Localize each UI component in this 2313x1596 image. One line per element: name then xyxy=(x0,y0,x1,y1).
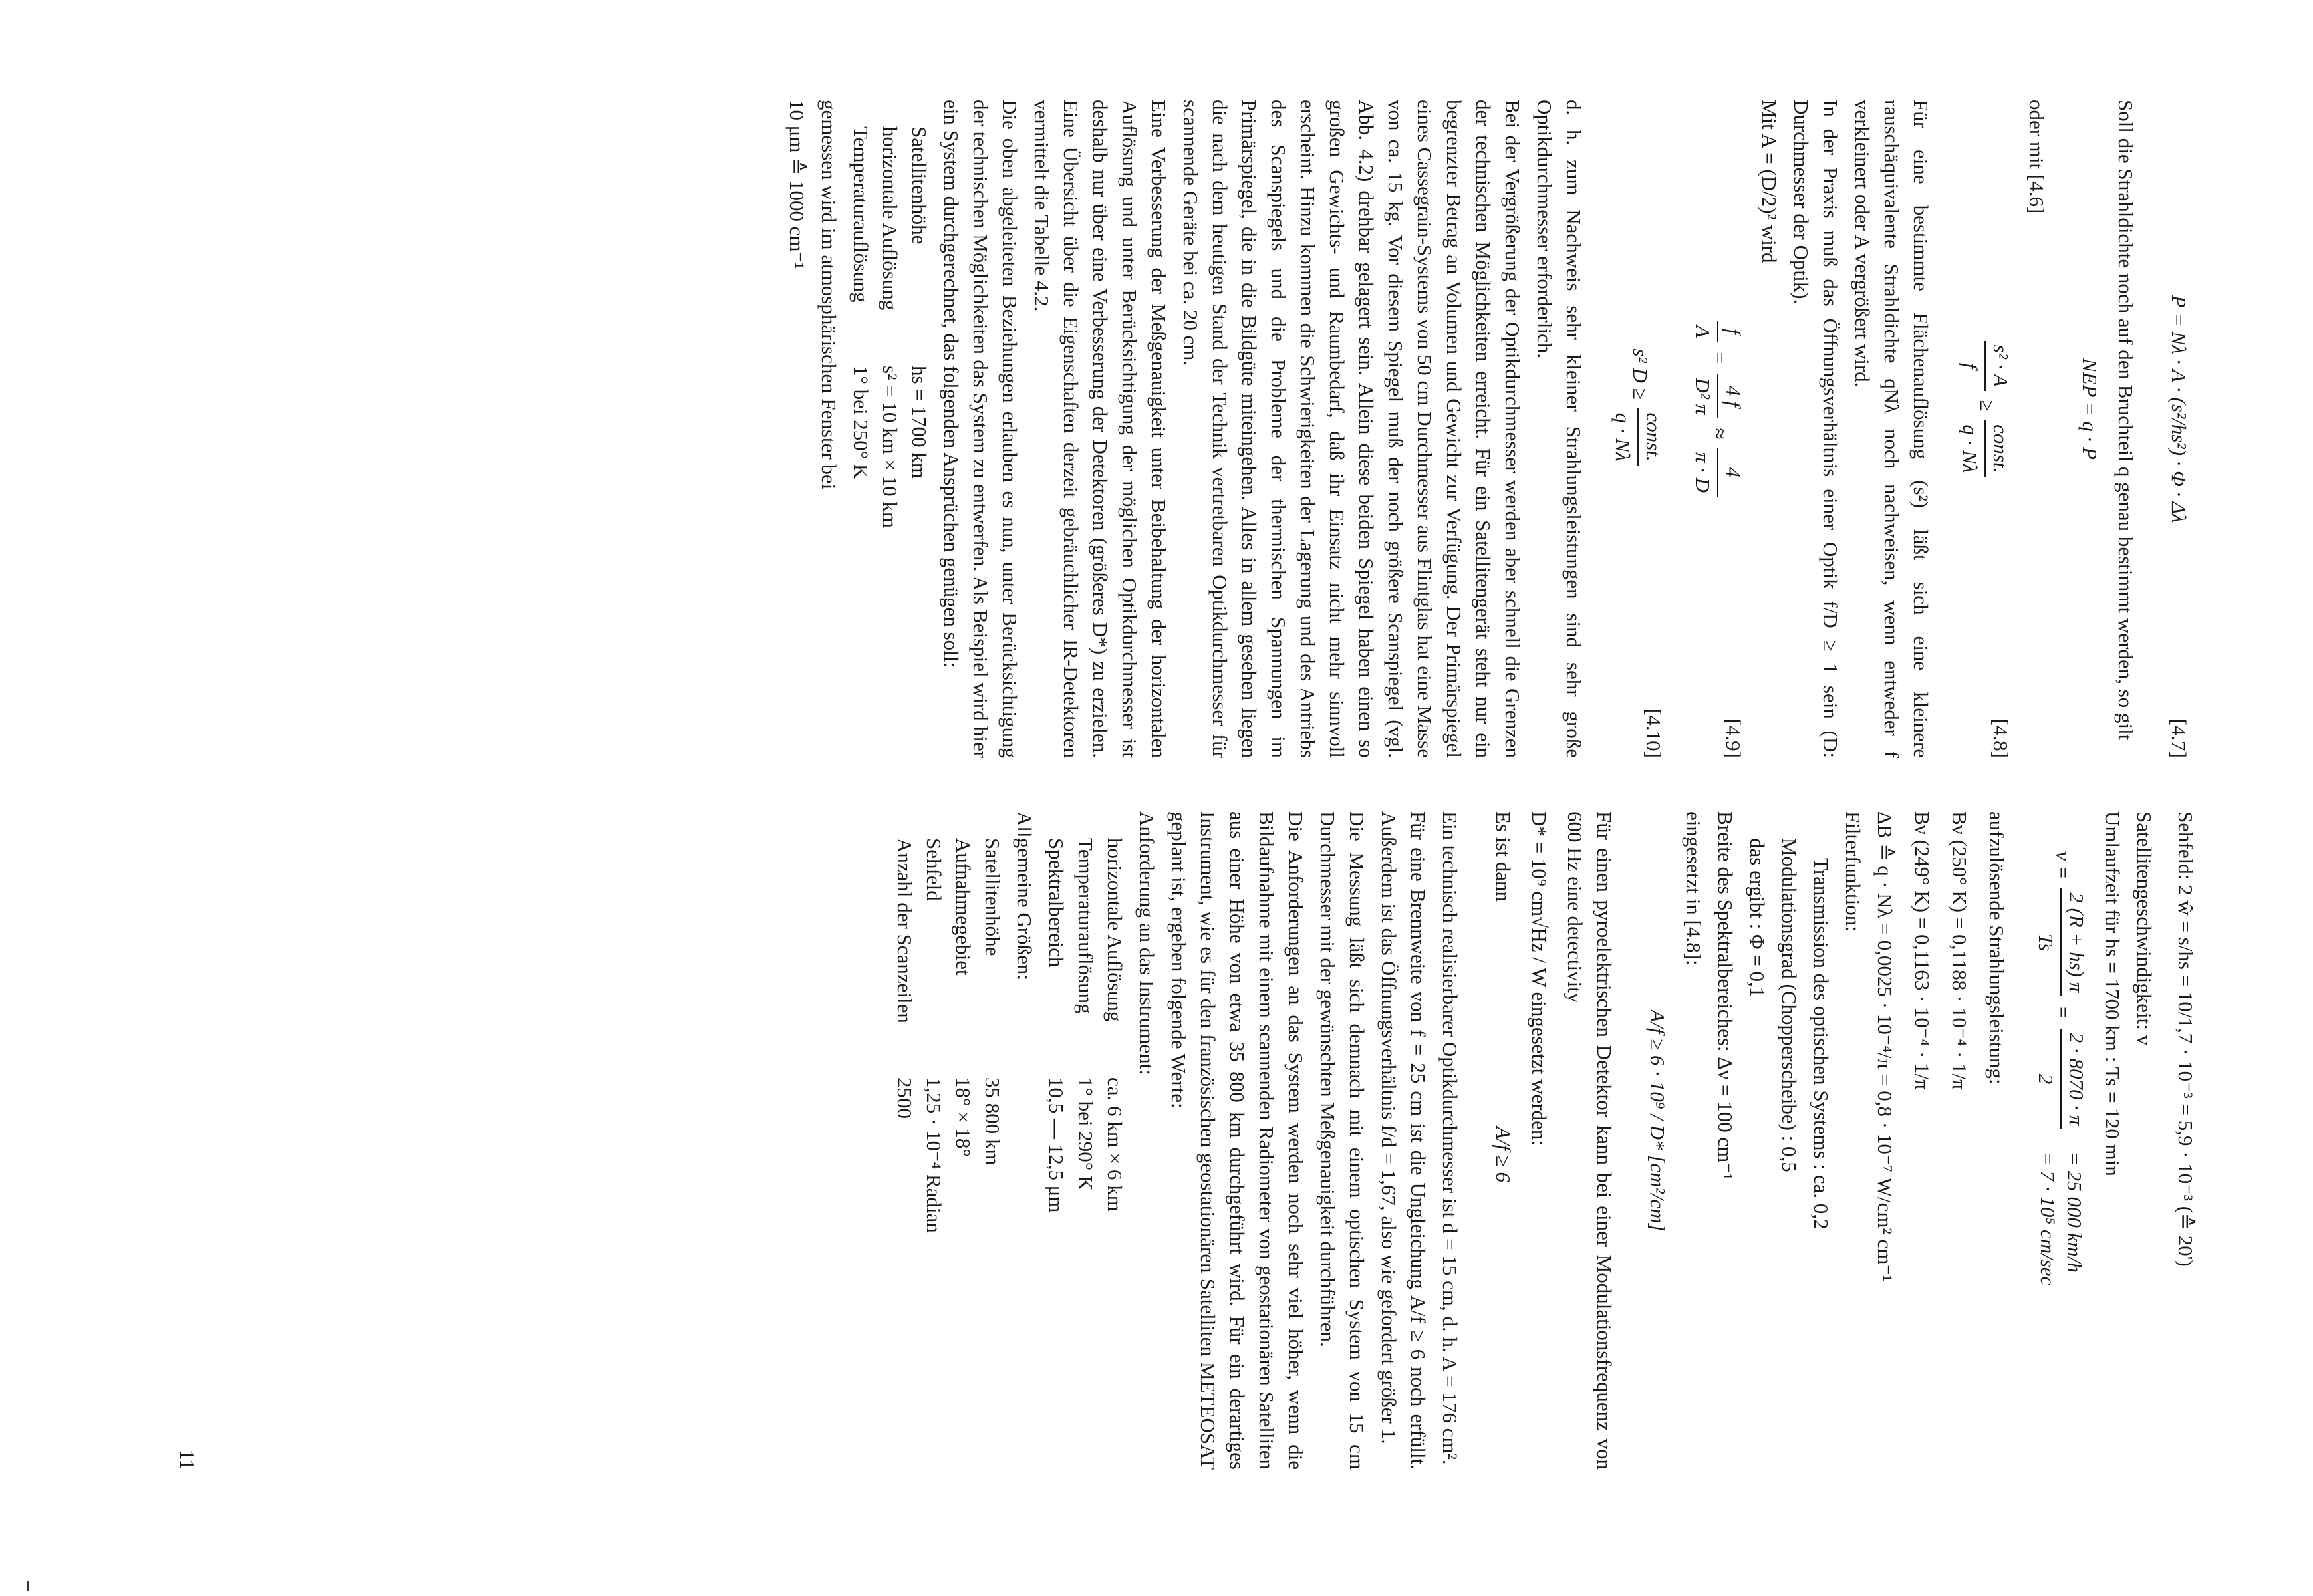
equation-nep xyxy=(2058,100,2104,758)
spec-table xyxy=(846,126,934,758)
equation-number: [4.7] xyxy=(2167,718,2191,758)
paragraph: Für eine bestimmte Flächenauflösung (s²) läßt sich eine kleinere rauschäquivalente Strahldichte qNλ noch nachweisen, wenn entweder f verkleinert oder A vergrößert wird. xyxy=(1851,100,1933,758)
equation-line: D* = 10⁹ cm√Hz / W eingesetzt werden: xyxy=(1528,811,1551,1146)
spec-value: 1,25 · 10⁻⁴ Radian xyxy=(922,1077,946,1233)
denominator: 2 xyxy=(2034,1073,2058,1085)
equation-4-7 xyxy=(2147,100,2193,758)
right-column xyxy=(887,811,2200,1470)
fraction xyxy=(1955,420,2015,477)
spec-row xyxy=(846,126,875,758)
equation-text: NEP = q · P xyxy=(2078,358,2102,460)
paragraph: Die oben abgeleiteten Beziehungen erlauben es nun, unter Berücksichtigung der technischen Möglichkeiten das System zu entwerfen. Als Beispiel wird hier ein System durchgerechnet, das folgenden Ansprüchen genügen soll: xyxy=(940,100,1021,758)
list-item: Modulationsgrad (Chopperscheibe) : 0,5 xyxy=(1778,838,1801,1172)
spec-value: 18° × 18° xyxy=(952,1077,975,1157)
left-column xyxy=(779,100,2200,758)
denominator: Ts xyxy=(2034,934,2058,952)
spec-key: Temperaturauflösung xyxy=(849,126,873,303)
result: = 25 000 km/h xyxy=(2063,1152,2086,1273)
fraction xyxy=(2031,1029,2091,1130)
paragraph: Mit A = (D/2)² wird xyxy=(1758,100,1781,263)
paragraph: Allgemeine Größen: xyxy=(1013,811,1036,980)
numerator: 4 f xyxy=(1717,374,1748,418)
equation-body: v = 2 (R + hs) π Ts = 2 · 8070 · π 2 = 25 000 km/h = 7 · 10⁵ cm/sec xyxy=(2031,851,2091,1430)
spec-key: Satellitenhöhe xyxy=(981,838,1004,956)
equation-number: [4.10] xyxy=(1642,708,1665,758)
paragraph: aufzulösende Strahlungsleistung: xyxy=(1985,811,2008,1085)
numerator: const. xyxy=(1984,420,2015,477)
spec-row xyxy=(1041,838,1071,1470)
spec-key: Aufnahmegebiet xyxy=(952,838,975,976)
spec-value: s² = 10 km × 10 km xyxy=(879,366,902,529)
sehfeld-line: Sehfeld: 2 ŵ = s/hs = 10/1,7 · 10⁻³ = 5,9 · 10⁻³ (≙ 20') xyxy=(2174,811,2197,1267)
spec-key: Sehfeld xyxy=(922,838,946,901)
paragraph: Filterfunktion: xyxy=(1841,811,1865,932)
spec-row xyxy=(978,838,1007,1470)
denominator: f xyxy=(1959,362,1982,369)
spec-key: Anzahl der Scanzeilen xyxy=(893,838,916,1023)
numerator: 2 (R + hs) π xyxy=(2060,888,2091,996)
spec-key: horizontale Auflösung xyxy=(1103,838,1127,1022)
paragraph: Bei der Vergrößerung der Optikdurchmesser werden aber schnell die Grenzen der technischen Möglichkeiten erreicht. Für ein Satellitengerät steht nur ein begrenzter Betrag an Volumen und Gewicht zur Verfügung. Der Primärspiegel eines Cassegrain-Systems von 50 cm Durchmesser aus Flintglas hat eine Masse von ca. 15 kg. Vor diesem Spiegel muß der noch größere Scanspiegel (vgl. Abb. 4.2) drehbar gelagert sein. Allein diese beiden Spiegel haben einen so großen Gewichts- und Raumbedarf, daß ihr Einsatz nicht mehr sinnvoll erscheint. Hinzu kommen die Schwierigkeiten der Lagerung und des Antriebs des Scanspiegels und die Probleme der thermischen Spannungen im Primärspiegel, die in die Bildgüte miteingehen. Alles in allem gesehen liegen die nach dem heutigen Stand der Technik vertretbaren Optikdurchmesser für scannende Geräte bei ca. 20 cm. xyxy=(1179,100,1524,758)
spec-value: 1° bei 290° K xyxy=(1074,1077,1097,1191)
spec-key: Temperaturauflösung xyxy=(1074,838,1097,1014)
fraction xyxy=(1688,374,1748,418)
equation-4-10 xyxy=(1595,100,1668,758)
paragraph: 10 μm ≙ 1000 cm⁻¹ xyxy=(785,100,809,269)
spec-row xyxy=(948,838,978,1470)
spec-value: 2500 xyxy=(893,1077,916,1119)
paragraph: oder mit [4.6] xyxy=(2025,100,2048,214)
spec-key: Satellitenhöhe xyxy=(908,126,931,245)
paragraph: Satellitengeschwindigkeit: v xyxy=(2133,811,2156,1046)
equation-a-over-f-6 xyxy=(1471,811,1518,1470)
spec-value: hs = 1700 km xyxy=(908,366,931,479)
denominator: q · Nλ xyxy=(1959,424,1982,473)
numerator: const. xyxy=(1637,408,1668,465)
general-table xyxy=(890,838,1007,1470)
equation-a-over-f xyxy=(1625,811,1672,1470)
instrument-table xyxy=(1041,838,1129,1470)
denominator: q · Nλ xyxy=(1611,412,1635,462)
paragraph: Soll die Strahldichte noch auf den Bruchteil q genau bestimmt werden, so gilt xyxy=(2114,100,2137,741)
equation-text: A/f ≥ 6 xyxy=(1492,1126,1515,1182)
equation-line: ΔB ≙ q · Nλ = 0,0025 · 10⁻⁴/π = 0,8 · 10⁻⁷ W/cm² cm⁻¹ xyxy=(1873,811,1897,1282)
equation-text: A/f ≥ 6 · 10⁹ / D* [cm²/cm] xyxy=(1646,1009,1669,1232)
paragraph: Anforderung an das Instrument: xyxy=(1135,811,1158,1075)
spec-value: 35 800 km xyxy=(981,1077,1004,1166)
paragraph: In der Praxis muß das Öffnungsverhältnis einer Optik f/D ≥ 1 sein (D: Durchmesser der Optik). xyxy=(1790,100,1842,758)
fraction xyxy=(1955,341,2015,391)
numerator: 2 · 8070 · π xyxy=(2060,1029,2091,1130)
equation-body xyxy=(1608,100,1668,718)
page-number: 11 xyxy=(176,1450,199,1470)
paragraph: Für eine Brennweite von f = 25 cm ist die Ungleichung A/f ≥ 6 noch erfüllt. Außerdem ist das Öffnungsverhältnis f/d = 1,67, also wie gefordert größer 1. xyxy=(1377,811,1430,1470)
equation-body: f A = 4 f D² π ≈ 4 π · D xyxy=(1688,100,1748,718)
spec-row xyxy=(875,126,904,758)
fraction xyxy=(1688,321,1748,342)
paragraph: Für einen pyroelektrischen Detektor kann bei einer Modulationsfrequenz von 600 Hz eine detectivity xyxy=(1564,811,1616,1470)
paragraph: eingesetzt in [4.8]: xyxy=(1682,811,1705,966)
equation-velocity xyxy=(2018,811,2091,1470)
equation-number: [4.9] xyxy=(1722,718,1745,758)
spec-row xyxy=(1100,838,1129,1470)
list-item: das ergibt : Φ = 0,1 xyxy=(1746,838,1769,998)
denominator: A xyxy=(1691,325,1714,338)
operator: ≥ xyxy=(1975,400,1999,412)
equation-body xyxy=(1955,100,2015,718)
spec-value: 1° bei 250° K xyxy=(849,366,873,479)
equation-4-9 xyxy=(1675,100,1748,758)
spec-value: ca. 6 km × 6 km xyxy=(1103,1077,1127,1212)
fraction xyxy=(1608,408,1668,465)
label: Es ist dann xyxy=(1492,811,1515,902)
paragraph: d. h. zum Nachweis sehr kleiner Strahlungsleistungen sind sehr große Optikdurchmesser erforderlich. xyxy=(1533,100,1585,758)
spec-key: Spektralbereich xyxy=(1045,838,1068,968)
paragraph: gemessen wird im atmosphärischen Fenster bei xyxy=(817,100,841,490)
paragraph: Die Messung läßt sich demnach mit einem optischen System von 15 cm Durchmesser mit der gewünschten Meßgenauigkeit durchführen. xyxy=(1316,811,1369,1470)
result: = 7 · 10⁵ cm/sec xyxy=(2036,1152,2060,1286)
paragraph: Umlaufzeit für hs = 1700 km : Ts = 120 min xyxy=(2101,811,2124,1176)
paragraph: Die Anforderungen an das System werden noch sehr viel höher, wenn die Bildaufnahme mit einem scannenden Radiometer von geostationären Satelliten aus einer Höhe von etwa 35 800 km durchgeführt wird. Für ein derartiges Instrument, wie es für den französischen geostationären Satelliten METEOSAT geplant ist, ergeben folgende Werte: xyxy=(1167,811,1307,1470)
spec-row xyxy=(919,838,948,1470)
numerator: 4 xyxy=(1717,448,1748,497)
paragraph: Ein technisch realisierbarer Optikdurchmesser ist d = 15 cm, d. h. A = 176 cm². xyxy=(1438,811,1462,1465)
equation-line: Bν (249° K) = 0,1163 · 10⁻⁴ · 1/π xyxy=(1911,811,1934,1090)
equation-text: P = Nλ · A · (s²/hs²) · Φ · Δλ xyxy=(2167,295,2191,523)
spec-key: horizontale Auflösung xyxy=(879,126,902,311)
spec-value: 10,5 — 12,5 μm xyxy=(1045,1077,1068,1213)
scan-edge-mark xyxy=(27,1581,29,1591)
spec-row xyxy=(904,126,934,758)
lhs: s² D ≥ xyxy=(1628,348,1652,400)
spec-row xyxy=(890,838,919,1470)
equation-4-8 xyxy=(1942,100,2015,758)
denominator: π · D xyxy=(1691,452,1714,493)
paragraph: Eine Verbesserung der Meßgenauigkeit unter Beibehaltung der horizontalen Auflösung und unter Berücksichtigung der möglichen Optikdurchmesser ist deshalb nur über eine Verbesserung der Detektoren (größeres D*) zu erzielen. Eine Übersicht über die Eigenschaften derzeit gebräuchlicher IR-Detektoren vermittelt die Tabelle 4.2. xyxy=(1030,100,1170,758)
paragraph: Breite des Spektralbereiches: Δν = 100 cm⁻¹ xyxy=(1714,811,1737,1180)
equation-line: Bν (250° K) = 0,1188 · 10⁻⁴ · 1/π xyxy=(1948,811,1971,1090)
fraction xyxy=(2031,888,2091,996)
equation-number: [4.8] xyxy=(1989,718,2012,758)
list-item: Transmission des optischen Systems : ca. 0,2 xyxy=(1810,858,1833,1230)
fraction xyxy=(1688,448,1748,497)
denominator: D² π xyxy=(1691,378,1714,415)
numerator: s² · A xyxy=(1984,341,2015,391)
equation-body xyxy=(1488,811,1518,1430)
numerator: f xyxy=(1717,321,1748,342)
spec-row xyxy=(1071,838,1100,1470)
lhs: v = xyxy=(2051,851,2075,880)
